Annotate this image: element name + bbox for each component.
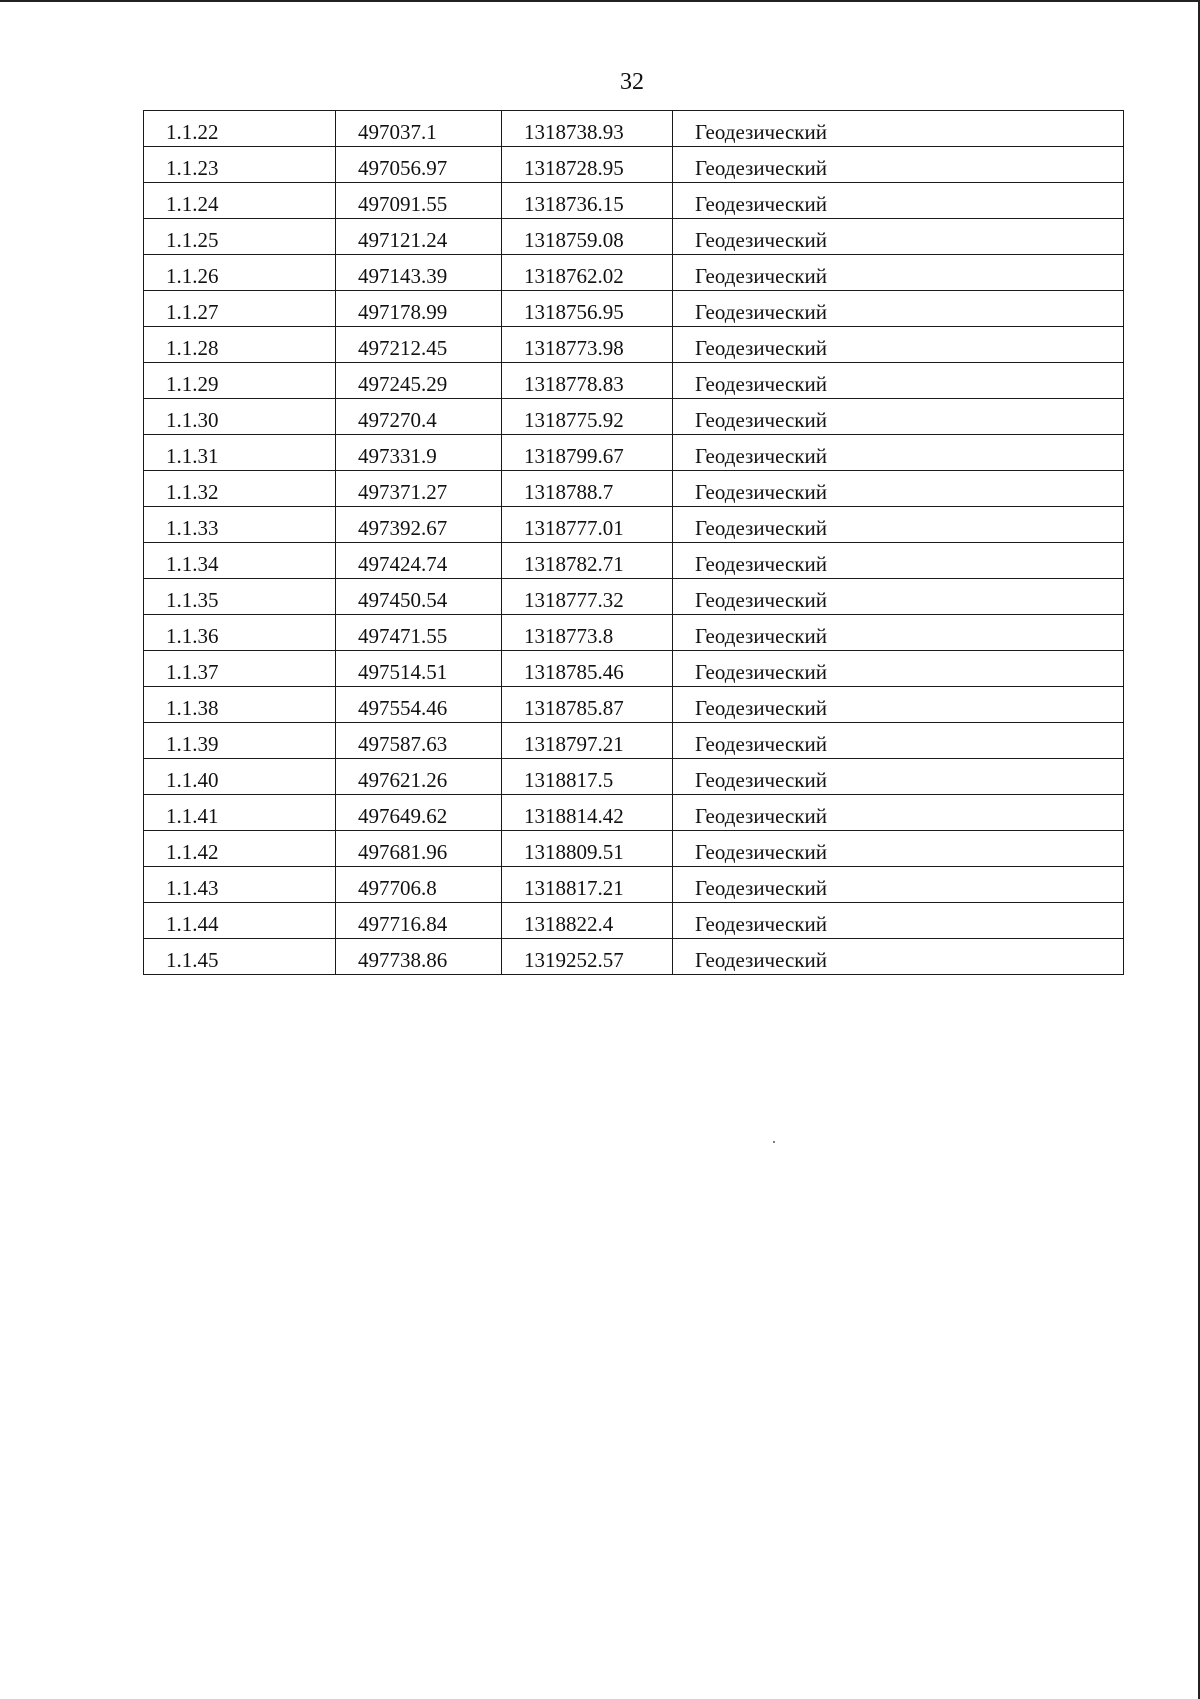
point-type-cell: Геодезический: [673, 363, 1124, 399]
x-coordinate-cell: 497716.84: [336, 903, 502, 939]
point-type-cell: Геодезический: [673, 831, 1124, 867]
point-type-cell: Геодезический: [673, 903, 1124, 939]
point-type-cell: Геодезический: [673, 795, 1124, 831]
table-row: [144, 507, 1124, 543]
point-number-cell: 1.1.28: [144, 327, 336, 363]
table-row: [144, 759, 1124, 795]
point-number-cell: 1.1.40: [144, 759, 336, 795]
y-coordinate-cell: 1318814.42: [502, 795, 673, 831]
coordinates-table-body: [144, 111, 1124, 975]
point-type-cell: Геодезический: [673, 939, 1124, 975]
x-coordinate-cell: 497212.45: [336, 327, 502, 363]
point-number-cell: 1.1.33: [144, 507, 336, 543]
point-type-cell: Геодезический: [673, 687, 1124, 723]
point-number-cell: 1.1.38: [144, 687, 336, 723]
point-number-cell: 1.1.32: [144, 471, 336, 507]
point-type-cell: Геодезический: [673, 327, 1124, 363]
y-coordinate-cell: 1318759.08: [502, 219, 673, 255]
point-number-cell: 1.1.34: [144, 543, 336, 579]
point-type-cell: Геодезический: [673, 615, 1124, 651]
y-coordinate-cell: 1318797.21: [502, 723, 673, 759]
point-type-cell: Геодезический: [673, 291, 1124, 327]
x-coordinate-cell: 497056.97: [336, 147, 502, 183]
y-coordinate-cell: 1318778.83: [502, 363, 673, 399]
table-row: [144, 111, 1124, 147]
y-coordinate-cell: 1318762.02: [502, 255, 673, 291]
point-number-cell: 1.1.29: [144, 363, 336, 399]
x-coordinate-cell: 497738.86: [336, 939, 502, 975]
point-number-cell: 1.1.42: [144, 831, 336, 867]
y-coordinate-cell: 1319252.57: [502, 939, 673, 975]
table-row: [144, 219, 1124, 255]
point-type-cell: Геодезический: [673, 183, 1124, 219]
y-coordinate-cell: 1318822.4: [502, 903, 673, 939]
x-coordinate-cell: 497424.74: [336, 543, 502, 579]
point-number-cell: 1.1.43: [144, 867, 336, 903]
y-coordinate-cell: 1318736.15: [502, 183, 673, 219]
y-coordinate-cell: 1318785.46: [502, 651, 673, 687]
table-row: [144, 543, 1124, 579]
point-type-cell: Геодезический: [673, 651, 1124, 687]
point-type-cell: Геодезический: [673, 399, 1124, 435]
y-coordinate-cell: 1318788.7: [502, 471, 673, 507]
point-number-cell: 1.1.37: [144, 651, 336, 687]
point-type-cell: Геодезический: [673, 759, 1124, 795]
table-row: [144, 291, 1124, 327]
point-number-cell: 1.1.30: [144, 399, 336, 435]
table-row: [144, 831, 1124, 867]
point-type-cell: Геодезический: [673, 471, 1124, 507]
table-row: [144, 903, 1124, 939]
point-number-cell: 1.1.36: [144, 615, 336, 651]
x-coordinate-cell: 497649.62: [336, 795, 502, 831]
table-row: [144, 147, 1124, 183]
table-row: [144, 579, 1124, 615]
coordinates-table: [143, 110, 1124, 975]
point-number-cell: 1.1.24: [144, 183, 336, 219]
point-number-cell: 1.1.45: [144, 939, 336, 975]
point-type-cell: Геодезический: [673, 219, 1124, 255]
table-row: [144, 939, 1124, 975]
x-coordinate-cell: 497681.96: [336, 831, 502, 867]
table-row: [144, 183, 1124, 219]
x-coordinate-cell: 497514.51: [336, 651, 502, 687]
table-row: [144, 255, 1124, 291]
y-coordinate-cell: 1318738.93: [502, 111, 673, 147]
table-row: [144, 399, 1124, 435]
point-type-cell: Геодезический: [673, 507, 1124, 543]
table-row: [144, 867, 1124, 903]
y-coordinate-cell: 1318756.95: [502, 291, 673, 327]
x-coordinate-cell: 497587.63: [336, 723, 502, 759]
y-coordinate-cell: 1318728.95: [502, 147, 673, 183]
x-coordinate-cell: 497143.39: [336, 255, 502, 291]
table-row: [144, 723, 1124, 759]
x-coordinate-cell: 497371.27: [336, 471, 502, 507]
point-type-cell: Геодезический: [673, 867, 1124, 903]
x-coordinate-cell: 497450.54: [336, 579, 502, 615]
y-coordinate-cell: 1318777.01: [502, 507, 673, 543]
point-number-cell: 1.1.26: [144, 255, 336, 291]
x-coordinate-cell: 497621.26: [336, 759, 502, 795]
point-type-cell: Геодезический: [673, 543, 1124, 579]
y-coordinate-cell: 1318817.5: [502, 759, 673, 795]
point-type-cell: Геодезический: [673, 111, 1124, 147]
y-coordinate-cell: 1318809.51: [502, 831, 673, 867]
point-number-cell: 1.1.23: [144, 147, 336, 183]
point-type-cell: Геодезический: [673, 723, 1124, 759]
point-type-cell: Геодезический: [673, 435, 1124, 471]
x-coordinate-cell: 497178.99: [336, 291, 502, 327]
x-coordinate-cell: 497245.29: [336, 363, 502, 399]
table-row: [144, 615, 1124, 651]
y-coordinate-cell: 1318773.8: [502, 615, 673, 651]
point-number-cell: 1.1.35: [144, 579, 336, 615]
point-number-cell: 1.1.25: [144, 219, 336, 255]
y-coordinate-cell: 1318785.87: [502, 687, 673, 723]
point-number-cell: 1.1.41: [144, 795, 336, 831]
point-type-cell: Геодезический: [673, 147, 1124, 183]
x-coordinate-cell: 497392.67: [336, 507, 502, 543]
point-type-cell: Геодезический: [673, 255, 1124, 291]
scan-speck: [773, 1141, 775, 1143]
y-coordinate-cell: 1318773.98: [502, 327, 673, 363]
point-type-cell: Геодезический: [673, 579, 1124, 615]
page-number: 32: [620, 69, 644, 95]
point-number-cell: 1.1.31: [144, 435, 336, 471]
x-coordinate-cell: 497554.46: [336, 687, 502, 723]
table-row: [144, 471, 1124, 507]
x-coordinate-cell: 497037.1: [336, 111, 502, 147]
y-coordinate-cell: 1318782.71: [502, 543, 673, 579]
table-row: [144, 363, 1124, 399]
point-number-cell: 1.1.44: [144, 903, 336, 939]
point-number-cell: 1.1.39: [144, 723, 336, 759]
table-row: [144, 687, 1124, 723]
y-coordinate-cell: 1318777.32: [502, 579, 673, 615]
point-number-cell: 1.1.27: [144, 291, 336, 327]
scan-edge-top: [0, 0, 1200, 2]
y-coordinate-cell: 1318799.67: [502, 435, 673, 471]
y-coordinate-cell: 1318817.21: [502, 867, 673, 903]
table-row: [144, 327, 1124, 363]
table-row: [144, 651, 1124, 687]
x-coordinate-cell: 497471.55: [336, 615, 502, 651]
x-coordinate-cell: 497270.4: [336, 399, 502, 435]
x-coordinate-cell: 497121.24: [336, 219, 502, 255]
x-coordinate-cell: 497706.8: [336, 867, 502, 903]
table-row: [144, 795, 1124, 831]
x-coordinate-cell: 497331.9: [336, 435, 502, 471]
point-number-cell: 1.1.22: [144, 111, 336, 147]
table-row: [144, 435, 1124, 471]
y-coordinate-cell: 1318775.92: [502, 399, 673, 435]
x-coordinate-cell: 497091.55: [336, 183, 502, 219]
